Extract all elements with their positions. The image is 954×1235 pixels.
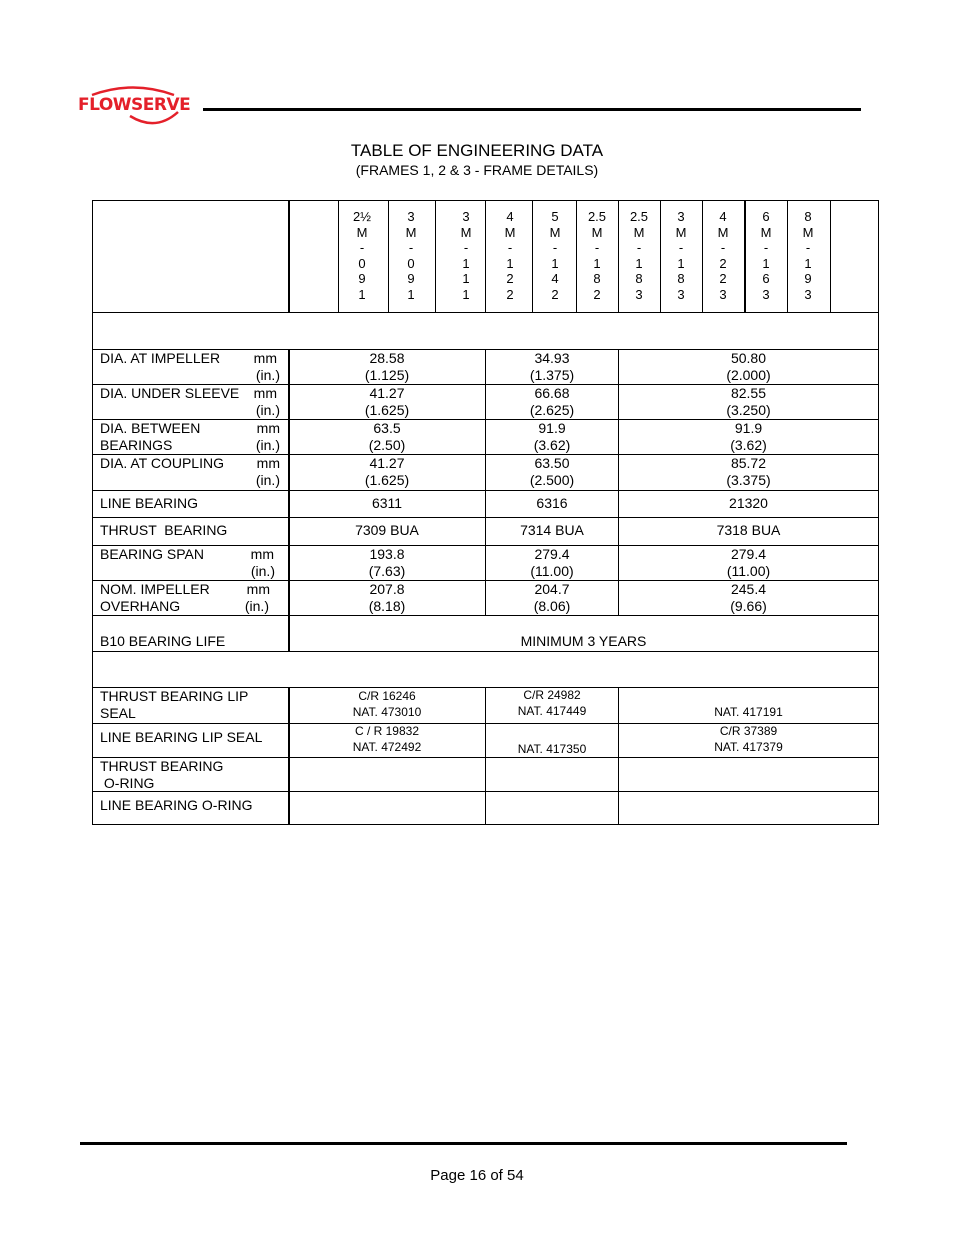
row-unit: mm (256, 420, 280, 436)
row-label: NOM. IMPELLER OVERHANG (100, 581, 210, 614)
row-unit: mm (253, 350, 277, 366)
header-rule (203, 108, 861, 111)
row-label: B10 BEARING LIFE (100, 633, 226, 649)
row-label: LINE BEARING LIP SEAL (100, 729, 263, 745)
model-column: 6 M - 1 6 3 (760, 209, 772, 302)
row-unit: (in.) (255, 437, 280, 453)
row-label: THRUST BEARING (100, 522, 228, 538)
value-cell: 63.5 (2.50) (368, 420, 406, 453)
page-number: Page 16 of 54 (430, 1167, 524, 1184)
row-label: DIA. UNDER SLEEVE (100, 385, 240, 401)
row-label: BEARING SPAN (100, 546, 204, 562)
grid-line (830, 200, 831, 312)
value-cell: 7318 BUA (716, 522, 781, 538)
value-cell: 50.80 (2.000) (726, 350, 771, 383)
value-cell: 279.4 (11.00) (530, 546, 574, 579)
row-unit: mm (250, 546, 274, 562)
model-column: 3 M - 1 1 1 (460, 209, 472, 302)
row-unit: mm (246, 581, 270, 597)
flowserve-logo (78, 86, 198, 130)
value-cell: C/R 16246 NAT. 473010 (352, 689, 422, 719)
table-subtitle: (FRAMES 1, 2 & 3 - FRAME DETAILS) (355, 162, 599, 178)
table-title: TABLE OF ENGINEERING DATA (350, 141, 604, 160)
value-cell: MINIMUM 3 YEARS (520, 633, 647, 649)
section-band (93, 652, 878, 687)
row-unit: (in.) (255, 402, 280, 418)
section-band (93, 313, 878, 349)
value-cell: 6311 (371, 495, 403, 511)
row-label: LINE BEARING (100, 495, 199, 511)
value-cell: 66.68 (2.625) (529, 385, 575, 418)
row-unit: (in.) (255, 472, 280, 488)
row-unit: (in.) (250, 563, 275, 579)
value-cell: 204.7 (8.06) (533, 581, 571, 614)
model-column: 2.5 M - 1 8 3 (629, 209, 649, 302)
value-cell: 41.27 (1.625) (364, 385, 410, 418)
page-title (0, 141, 954, 178)
value-cell: 7314 BUA (520, 522, 584, 538)
value-cell: 245.4 (9.66) (730, 581, 767, 614)
value-cell: 82.55 (3.250) (726, 385, 771, 418)
grid-line (92, 517, 879, 518)
value-cell: 7309 BUA (355, 522, 419, 538)
grid-line (532, 200, 533, 312)
table-border-right (878, 200, 879, 825)
row-label: LINE BEARING O-RING (100, 797, 253, 813)
value-cell: 63.50 (2.500) (529, 455, 575, 488)
logo-wordmark: FLOWSERVE (78, 95, 191, 115)
value-cell: 279.4 (11.00) (726, 546, 771, 579)
row-unit: (in.) (255, 367, 280, 383)
model-column: 3 M - 1 8 3 (675, 209, 687, 302)
value-cell: NAT. 417350 (517, 742, 587, 756)
row-unit: mm (253, 385, 277, 401)
model-column: 4 M - 2 2 3 (717, 209, 729, 302)
value-cell: NAT. 417191 (714, 705, 783, 719)
row-unit: mm (256, 455, 280, 471)
grid-line (435, 200, 436, 312)
grid-line (92, 490, 879, 491)
value-cell: C/R 37389 NAT. 417379 (714, 724, 783, 754)
value-cell: 91.9 (3.62) (533, 420, 571, 453)
row-label: DIA. AT COUPLING (100, 455, 224, 471)
value-cell: 207.8 (8.18) (368, 581, 406, 614)
engineering-data-table (92, 200, 879, 825)
row-label: THRUST BEARING LIP SEAL (100, 688, 249, 721)
row-unit: (in.) (244, 598, 269, 614)
value-cell: 85.72 (3.375) (726, 455, 771, 488)
row-label: DIA. AT IMPELLER (100, 350, 221, 366)
value-cell: 41.27 (1.625) (364, 455, 410, 488)
model-column: 5 M - 1 4 2 (549, 209, 561, 302)
table-border-left (92, 200, 93, 825)
value-cell: C / R 19832 NAT. 472492 (352, 724, 422, 754)
grid-line (338, 200, 339, 312)
footer-rule (80, 1142, 847, 1145)
value-cell: 28.58 (1.125) (364, 350, 410, 383)
model-column: 2½ M - 0 9 1 (352, 209, 372, 302)
value-cell: 193.8 (7.63) (368, 546, 406, 579)
model-column: 4 M - 1 2 2 (504, 209, 516, 302)
value-cell: 91.9 (3.62) (730, 420, 767, 453)
value-cell: 6316 (536, 495, 568, 511)
value-cell: 34.93 (1.375) (529, 350, 575, 383)
model-column: 8 M - 1 9 3 (802, 209, 814, 302)
value-cell: C/R 24982 NAT. 417449 (517, 688, 587, 718)
value-cell: 21320 (729, 495, 768, 511)
row-label: DIA. BETWEEN BEARINGS (100, 420, 201, 453)
row-label: THRUST BEARING O-RING (100, 758, 224, 791)
model-column: 2.5 M - 1 8 2 (587, 209, 607, 302)
grid-line (388, 200, 389, 312)
model-column: 3 M - 0 9 1 (405, 209, 417, 302)
